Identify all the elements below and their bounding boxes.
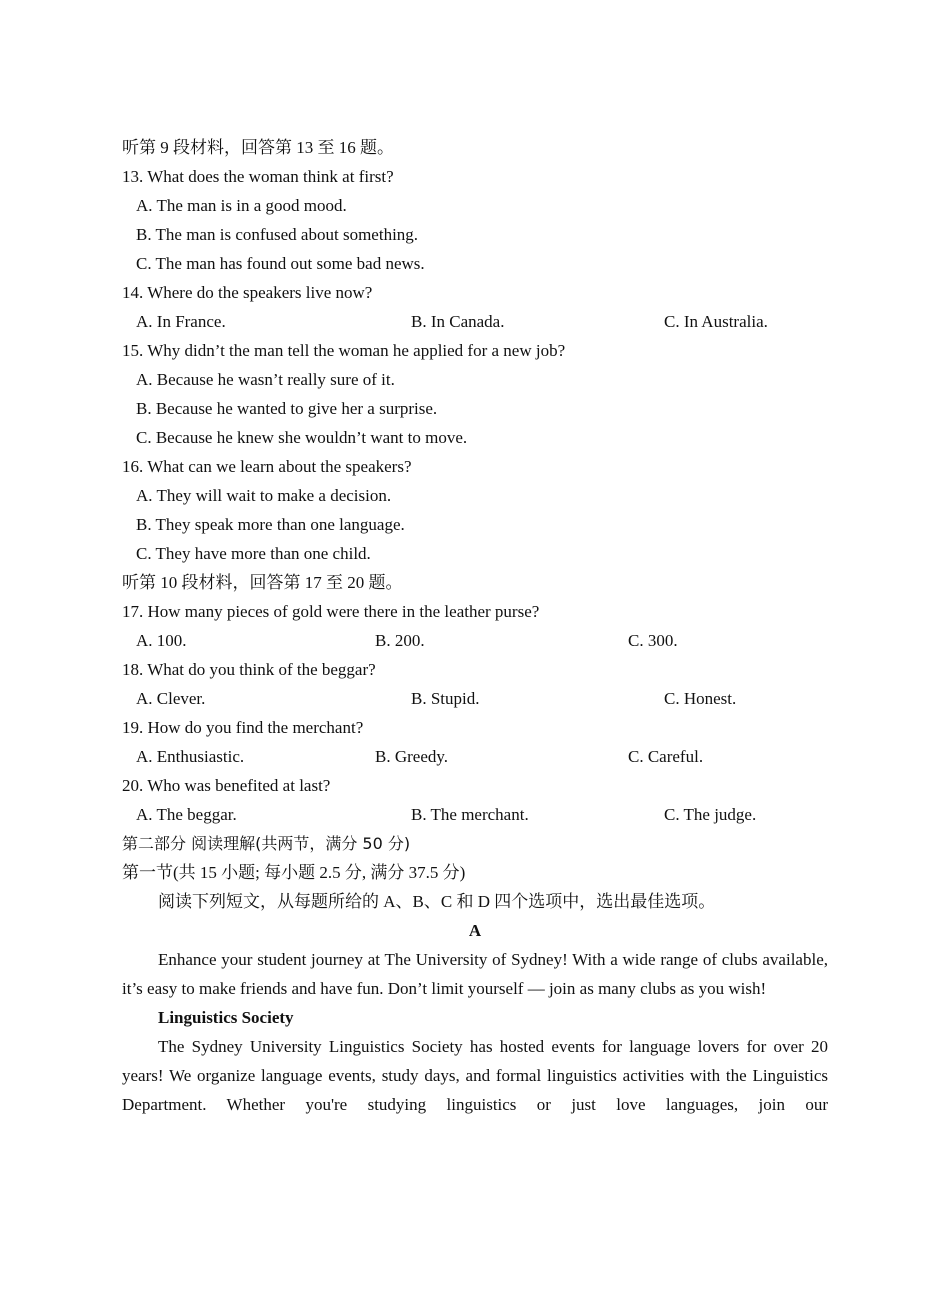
passage-intro: Enhance your student journey at The University of Sydney! With a wide range of clubs available, it’s easy to make friends and have fun. Don’t limit yourself — join as many clubs as you wish! — [122, 950, 828, 998]
question-16: 16. What can we learn about the speakers? — [122, 457, 412, 476]
option-20c: C. The judge. — [664, 805, 757, 824]
question-14: 14. Where do the speakers live now? — [122, 283, 373, 302]
option-16a: A. They will wait to make a decision. — [136, 486, 392, 505]
question-13: 13. What does the woman think at first? — [122, 167, 394, 186]
option-15b: B. Because he wanted to give her a surprise. — [136, 399, 438, 418]
question-15: 15. Why didn’t the man tell the woman he applied for a new job? — [122, 341, 566, 360]
option-15c: C. Because he knew she wouldn’t want to move. — [136, 428, 468, 447]
option-14b: B. In Canada. — [411, 312, 505, 331]
option-13a: A. The man is in a good mood. — [136, 196, 347, 215]
option-13c: C. The man has found out some bad news. — [136, 254, 425, 273]
option-19b: B. Greedy. — [375, 747, 449, 766]
question-17: 17. How many pieces of gold were there in the leather purse? — [122, 602, 540, 621]
options-18 — [122, 684, 828, 713]
option-16b: B. They speak more than one language. — [136, 515, 405, 534]
exam-page — [122, 133, 828, 1119]
option-15a: A. Because he wasn’t really sure of it. — [136, 370, 395, 389]
options-14 — [122, 307, 828, 336]
section-one-heading: 第一节(共 15 小题; 每小题 2.5 分, 满分 37.5 分) — [122, 863, 466, 882]
option-17a: A. 100. — [136, 631, 187, 650]
option-14c: C. In Australia. — [664, 312, 768, 331]
options-17 — [122, 626, 828, 655]
reading-instruction: 阅读下列短文，从每题所给的 A、B、C 和 D 四个选项中，选出最佳选项。 — [158, 892, 716, 911]
options-20 — [122, 800, 828, 829]
option-19c: C. Careful. — [628, 747, 704, 766]
option-13b: B. The man is confused about something. — [136, 225, 419, 244]
club-title: Linguistics Society — [158, 1008, 294, 1027]
question-18: 18. What do you think of the beggar? — [122, 660, 376, 679]
section-heading-9: 听第 9 段材料，回答第 13 至 16 题。 — [122, 138, 394, 157]
option-20b: B. The merchant. — [411, 805, 529, 824]
option-16c: C. They have more than one child. — [136, 544, 371, 563]
option-17b: B. 200. — [375, 631, 425, 650]
option-14a: A. In France. — [136, 312, 226, 331]
question-19: 19. How do you find the merchant? — [122, 718, 364, 737]
section-heading-10: 听第 10 段材料，回答第 17 至 20 题。 — [122, 573, 403, 592]
question-20: 20. Who was benefited at last? — [122, 776, 331, 795]
option-17c: C. 300. — [628, 631, 678, 650]
part-two-heading: 第二部分 阅读理解(共两节，满分 50 分) — [122, 834, 411, 853]
option-19a: A. Enthusiastic. — [136, 747, 245, 766]
option-18a: A. Clever. — [136, 689, 206, 708]
option-18c: C. Honest. — [664, 689, 737, 708]
club-description: The Sydney University Linguistics Society has hosted events for language lovers for over 20 years! We organize language events, study days, and formal linguistics activities with the Linguistics Department. Whether you're studying linguistics or just love languages, join our — [122, 1037, 828, 1114]
option-20a: A. The beggar. — [136, 805, 237, 824]
passage-label: A — [468, 921, 482, 940]
options-19 — [122, 742, 828, 771]
option-18b: B. Stupid. — [411, 689, 480, 708]
